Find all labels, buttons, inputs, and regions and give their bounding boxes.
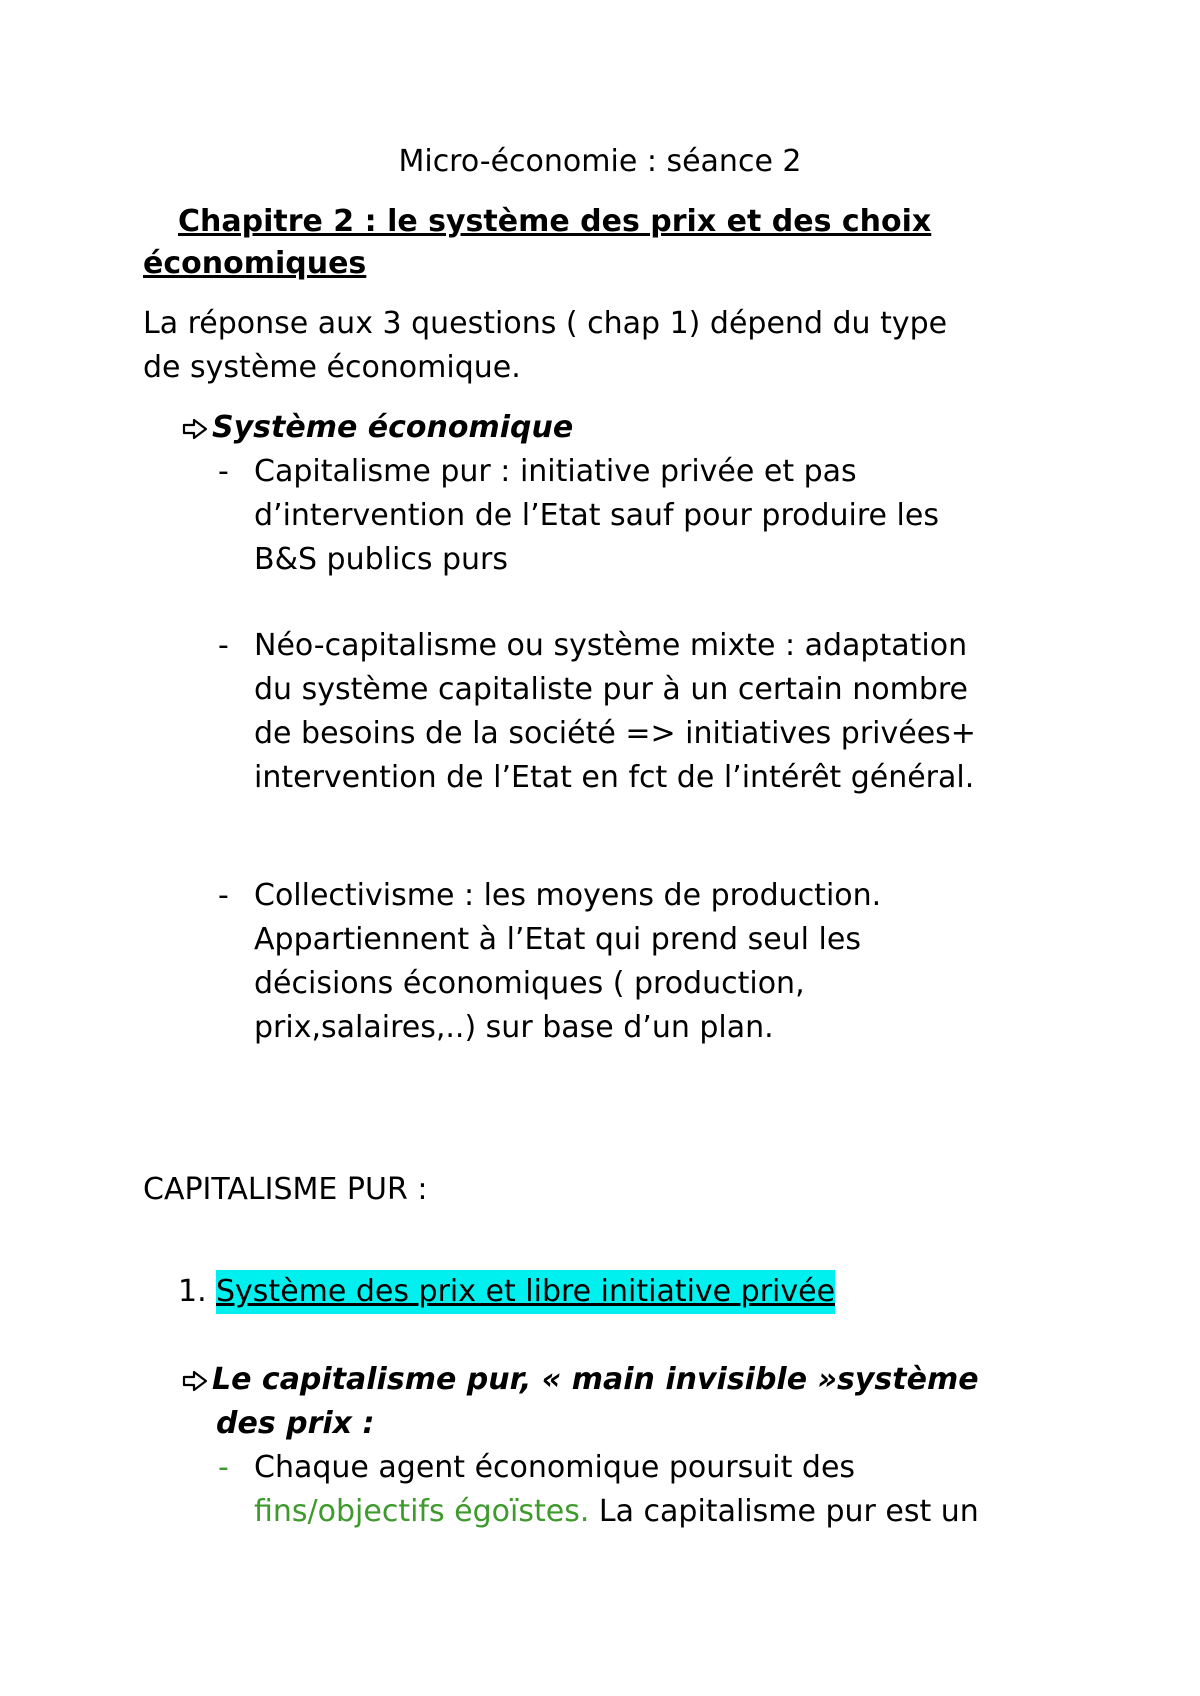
section2-heading-line2: des prix : — [216, 1406, 375, 1441]
chapter-heading-line1: Chapitre 2 : le système des prix et des choix — [178, 204, 932, 239]
list-dash: - — [218, 628, 229, 663]
green-text: fins/objectifs égoïstes. — [254, 1494, 590, 1529]
list-item-line: Collectivisme : les moyens de production. — [254, 878, 882, 913]
list-item-line: de besoins de la société => initiatives privées+ — [254, 716, 976, 751]
section1-heading — [182, 406, 573, 450]
section1-heading-text: Système économique — [212, 410, 574, 445]
list-dash: - — [218, 1450, 229, 1485]
list-item-line: B&S publics purs — [254, 542, 509, 577]
list-item-line: du système capitaliste pur à un certain nombre — [254, 672, 968, 707]
list-item-line: prix,salaires,..) sur base d’un plan. — [254, 1010, 774, 1045]
list-item-line: intervention de l’Etat en fct de l’intérêt général. — [254, 760, 975, 795]
section2-item-line2 — [254, 1490, 979, 1534]
intro-line1: La réponse aux 3 questions ( chap 1) dépend du type — [143, 306, 948, 341]
capitalisme-label: CAPITALISME PUR : — [143, 1172, 428, 1207]
list-dash: - — [218, 454, 229, 489]
list-item-line: Appartiennent à l’Etat qui prend seul les — [254, 922, 861, 957]
list-item-line: Néo-capitalisme ou système mixte : adaptation — [254, 628, 968, 663]
list-item-line: d’intervention de l’Etat sauf pour produire les — [254, 498, 939, 533]
section2-item-line1: Chaque agent économique poursuit des — [254, 1450, 856, 1485]
page-title: Micro-économie : séance 2 — [398, 144, 802, 179]
list-dash: - — [218, 878, 229, 913]
section2-heading-text: Le capitalisme pur, « main invisible »système — [212, 1362, 979, 1397]
arrow-right-icon — [182, 1358, 212, 1402]
numbered-item-number: 1. — [178, 1274, 207, 1309]
list-item-line: décisions économiques ( production, — [254, 966, 805, 1001]
plain-text: La capitalisme pur est un — [589, 1494, 979, 1529]
section2-heading-line1 — [182, 1358, 979, 1402]
arrow-right-icon — [182, 406, 212, 450]
chapter-heading-line2: économiques — [143, 246, 367, 281]
numbered-item-text: Système des prix et libre initiative privée — [216, 1270, 835, 1314]
list-item-line: Capitalisme pur : initiative privée et pas — [254, 454, 857, 489]
intro-line2: de système économique. — [143, 350, 521, 385]
